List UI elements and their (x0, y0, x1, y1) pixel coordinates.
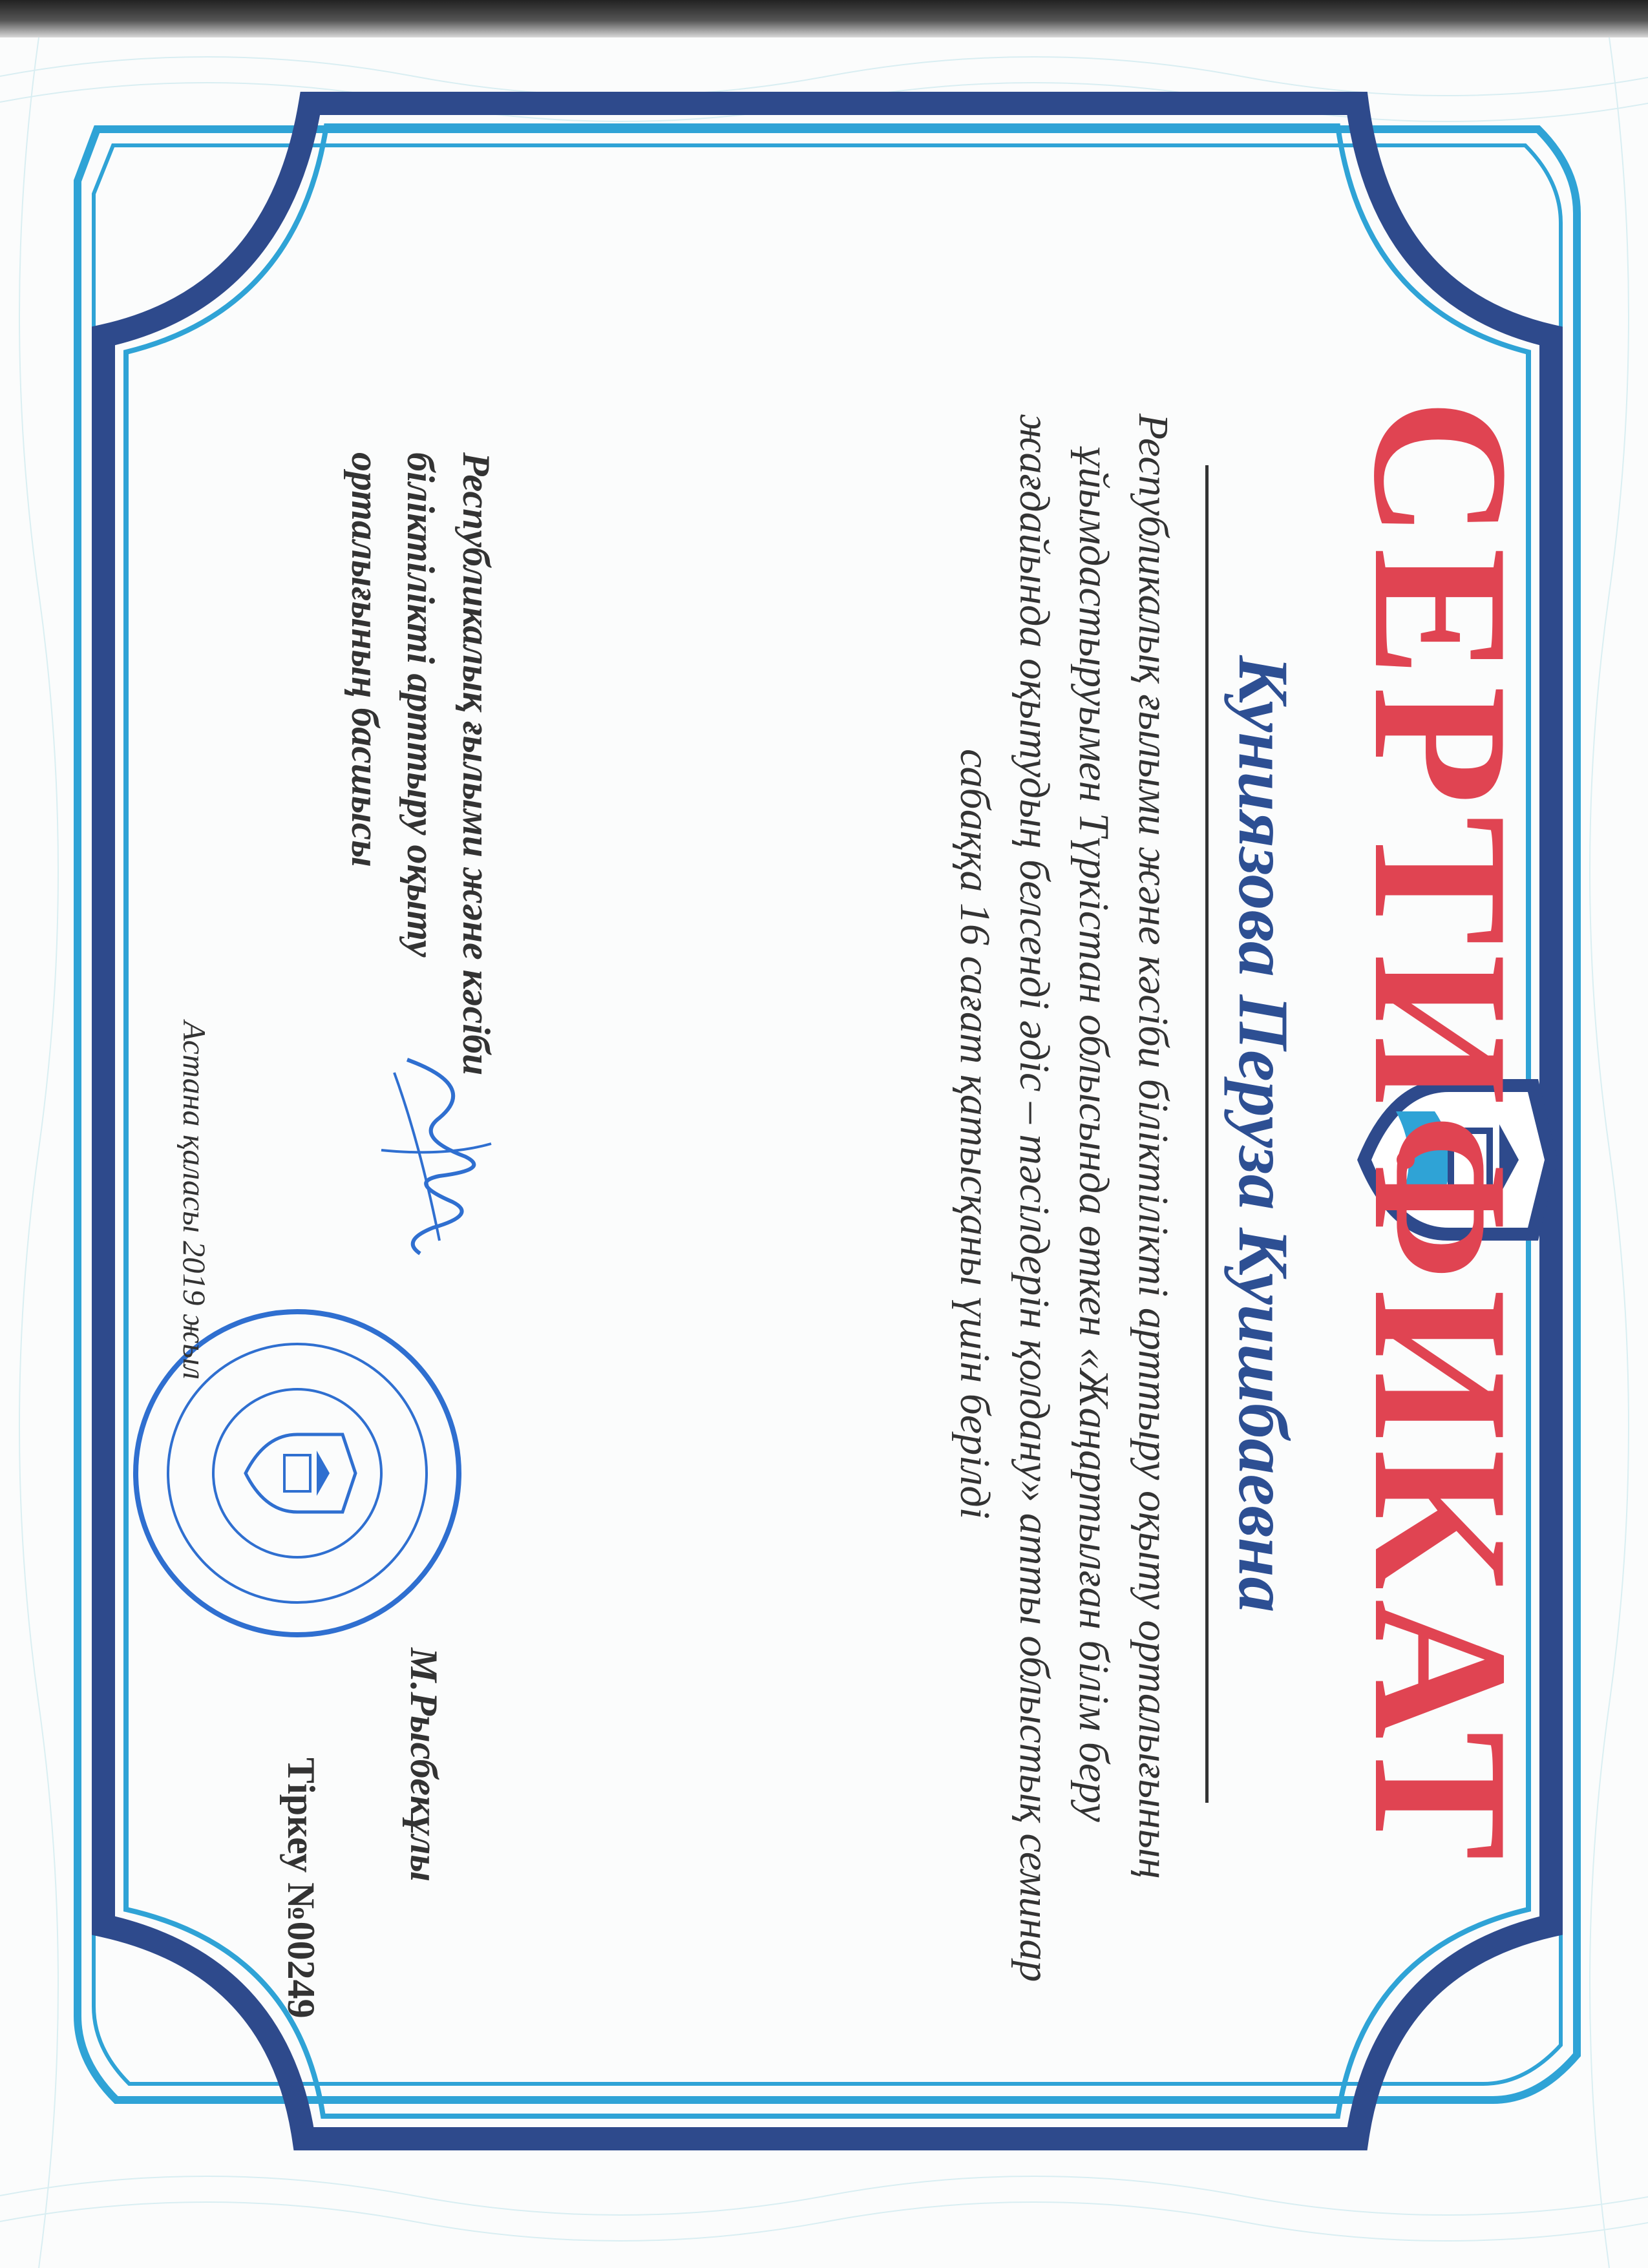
signer-name: М.Рысбекұлы (403, 1648, 445, 1882)
city-year: Астана қаласы 2019 жыл (176, 1021, 213, 1380)
issuer-line: біліктілікті арттыру оқыту (399, 452, 442, 958)
certificate-body (945, 414, 1183, 1982)
body-line: жағдайында оқытудың белсенді әдіс – тәсілдерін қолдану» атты облыстық семинар (1011, 414, 1058, 1982)
recipient-name: Куниязова Перуза Куишбаевна (1224, 655, 1303, 1613)
signature-icon (368, 1047, 517, 1266)
body-line: Республикалық ғылыми және кәсіби біліктілікті арттыру оқыту орталығының (1130, 414, 1177, 1880)
certificate-title: СЕРТИФИКАТ (1334, 398, 1548, 1870)
name-underline (1205, 465, 1209, 1803)
issuer-line: Республикалық ғылыми және кәсіби (455, 452, 498, 1076)
body-line: ұйымдастыруымен Түркістан облысында өткен «Жаңартылған білім беру (1070, 446, 1117, 1822)
registration-number: Тіркеу №00249 (280, 1758, 322, 2019)
body-line: сабаққа 16 сағат қатысқаны үшін берілді (951, 748, 998, 1520)
issuer-line: орталығының басшысы (344, 452, 386, 867)
